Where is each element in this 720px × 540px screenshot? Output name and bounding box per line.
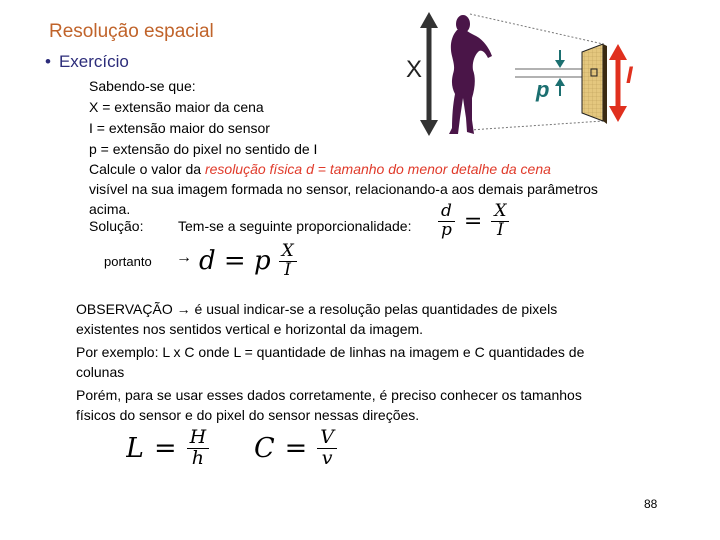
formula-C-lhs: C	[254, 432, 275, 464]
figure-label-x: X	[406, 56, 423, 83]
formula-area	[126, 426, 366, 469]
observation-line-5: Porém, para se usar esses dados corretamente, é preciso conhecer os tamanhos	[76, 387, 582, 403]
figure-label-p: p	[536, 77, 550, 102]
solution-text: Tem-se a seguinte proporcionalidade:	[178, 218, 412, 234]
projection-line-top	[470, 14, 603, 44]
formula-L	[126, 428, 209, 469]
arrow-right-icon: →	[176, 249, 192, 266]
sensor-extent-arrow	[609, 44, 627, 122]
observation-line-3: Por exemplo: L x C onde L = quantidade de linhas na imagem e C quantidades de	[76, 344, 585, 360]
given-block	[89, 76, 317, 159]
equation-proportion	[438, 203, 509, 240]
bullet-dot: •	[45, 52, 51, 71]
fraction-d-over-p	[438, 203, 455, 240]
eq2-lhs: d = p	[199, 246, 271, 277]
fraction-V-over-v	[317, 428, 337, 469]
figure-label-i: I	[626, 62, 633, 89]
eq2-denominator-i: I	[284, 259, 292, 280]
fraction-x-over-i-result	[279, 243, 297, 280]
formula-L-num: H	[187, 428, 210, 449]
observation-line-4: colunas	[76, 364, 125, 380]
formula-L-den: h	[191, 446, 204, 469]
bullet-label: Exercício	[58, 52, 129, 71]
formula-L-lhs: L	[126, 432, 144, 464]
sensor-plate	[582, 44, 603, 121]
bullet-exercise	[45, 52, 129, 72]
fraction-H-over-h	[187, 428, 210, 469]
formula-C	[254, 428, 337, 469]
formula-C-equals: =	[284, 432, 308, 464]
woman-silhouette-icon	[449, 15, 492, 134]
question-line-3: acima.	[89, 201, 131, 217]
solution-label: Solução:	[89, 218, 144, 234]
question-block	[89, 159, 649, 219]
observation-block	[76, 299, 676, 425]
given-intro: Sabendo-se que:	[89, 78, 196, 94]
sensor-edge	[603, 44, 607, 124]
equation-result	[199, 243, 297, 280]
eq2-numerator-x: X	[279, 243, 297, 262]
projection-figure	[400, 8, 630, 138]
given-line-p: p = extensão do pixel no sentido de I	[89, 141, 318, 157]
question-line-1	[89, 159, 649, 179]
observation-line-6: físicos do sensor e do pixel do sensor nessas direções.	[76, 407, 420, 423]
formula-C-num: V	[317, 428, 337, 449]
question-line-2: visível na sua imagem formada no sensor, relacionando-a aos demais parâmetros	[89, 181, 598, 197]
eq1-denominator-p: p	[441, 219, 452, 240]
formula-L-equals: =	[153, 432, 177, 464]
slide-title: Resolução espacial	[49, 21, 214, 42]
observation-line-2: existentes nos sentidos vertical e horizontal da imagem.	[76, 321, 424, 337]
eq1-equals: =	[463, 208, 483, 234]
pixel-size-arrows	[555, 50, 565, 96]
formula-C-den: v	[321, 446, 333, 469]
projection-line-bottom	[470, 121, 603, 130]
portanto-label: portanto	[104, 254, 152, 269]
observation-line-1: OBSERVAÇÃO → é usual indicar-se a resolução pelas quantidades de pixels	[76, 301, 558, 317]
fraction-x-over-i	[491, 203, 509, 240]
eq1-numerator-d: d	[438, 203, 455, 222]
page-number: 88	[644, 497, 658, 511]
scene-extent-arrow	[420, 12, 438, 136]
question-highlight: resolução física d = tamanho do menor detalhe da cena	[204, 161, 551, 177]
given-line-i: I = extensão maior do sensor	[89, 120, 270, 136]
eq1-denominator-i: I	[497, 219, 504, 240]
given-line-x: X = extensão maior da cena	[89, 99, 264, 115]
eq1-numerator-x: X	[491, 203, 509, 222]
question-text: Calcule o valor da	[89, 161, 205, 177]
